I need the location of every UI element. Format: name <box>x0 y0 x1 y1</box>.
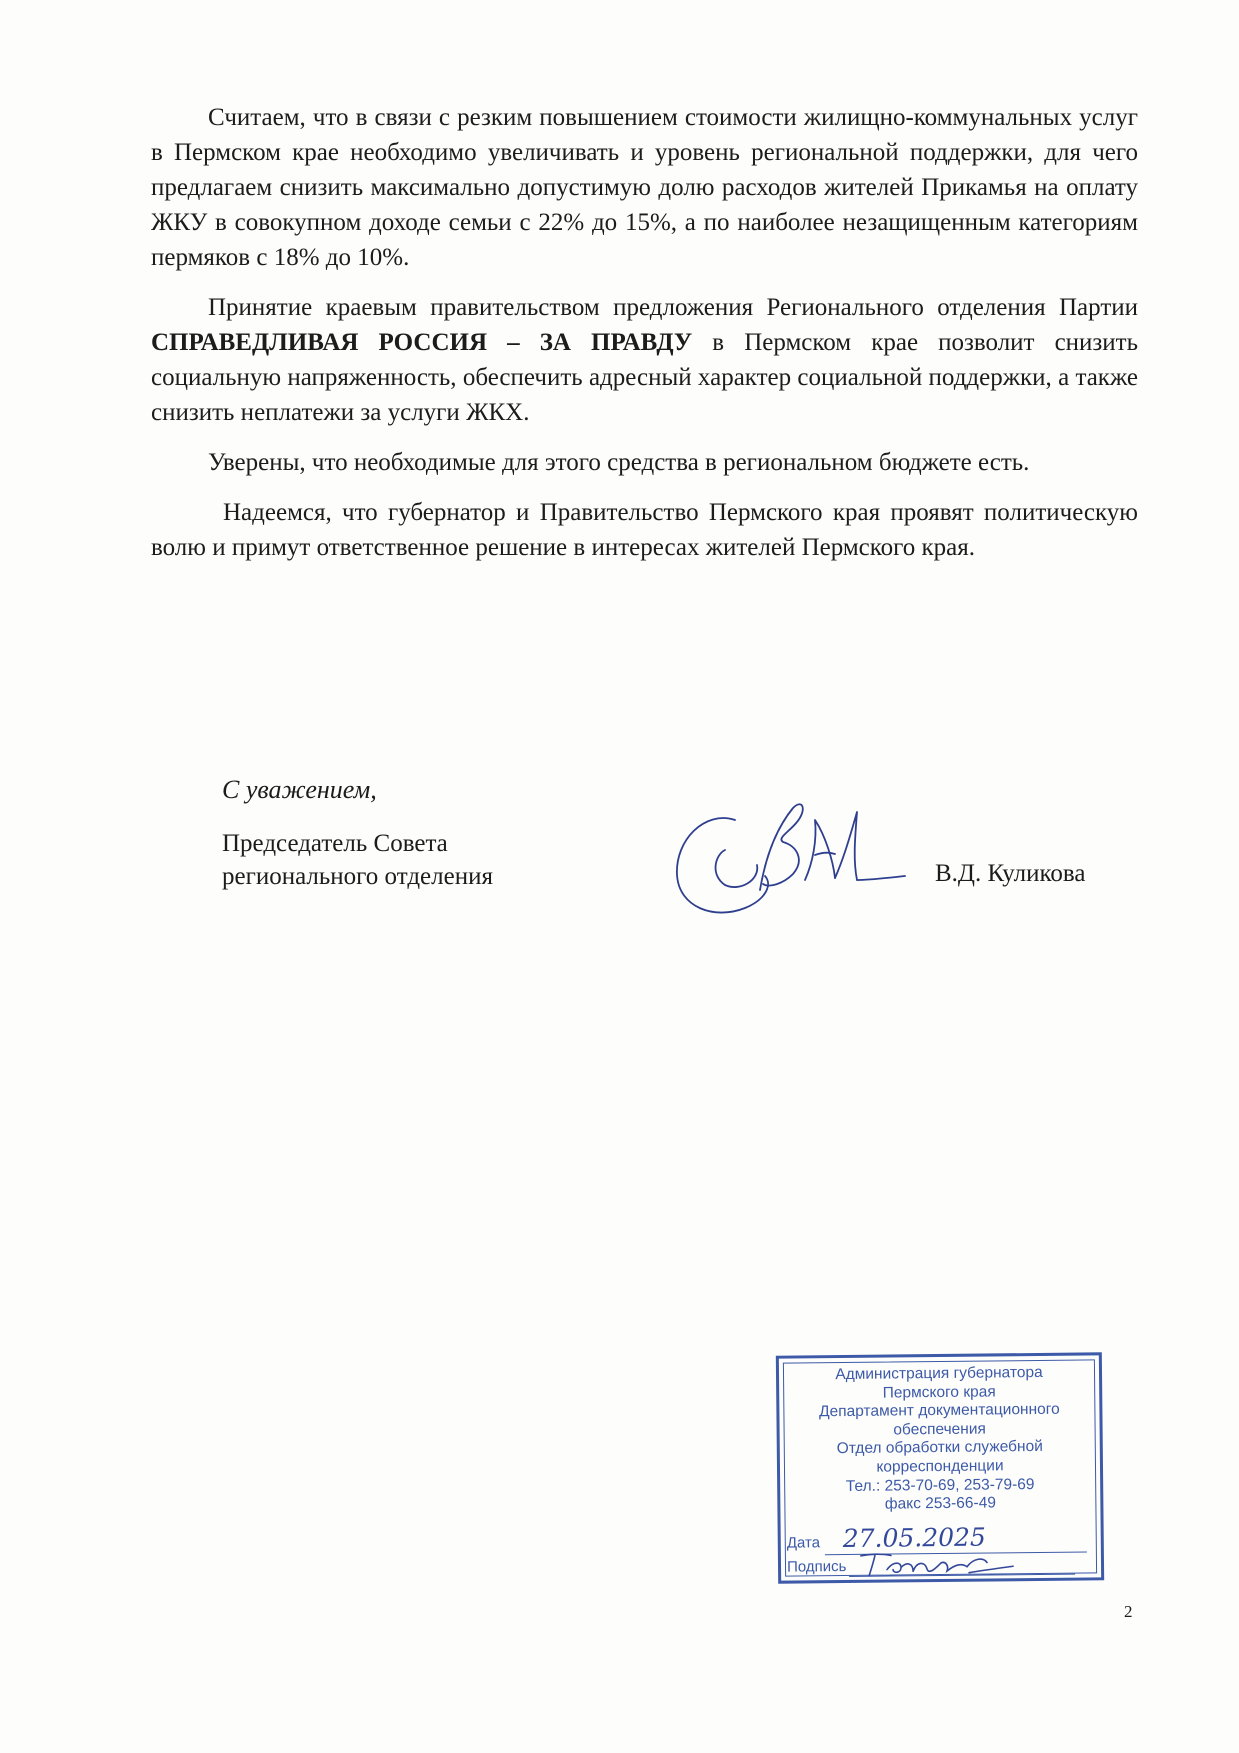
letter-body <box>151 100 1138 580</box>
stamp-text <box>785 1363 1095 1515</box>
stamp-line: Пермского края <box>882 1383 996 1402</box>
signer-position-line1: Председатель Совета <box>222 830 448 857</box>
stamp-line: корреспонденции <box>876 1457 1004 1476</box>
stamp-line: Администрация губернатора <box>835 1363 1043 1384</box>
stamp-handwritten-signature <box>857 1546 1017 1580</box>
paragraph-proposal-tail: в Пермском крае позволит снизить социальную напряженность, обеспечить адресный характер социальной поддержки, а также снизить неплатежи за услуги ЖКХ. <box>151 329 1139 426</box>
stamp-line: факс 253-66-49 <box>884 1494 996 1513</box>
paragraph-budget: Уверены, что необходимые для этого средства в региональном бюджете есть. <box>208 449 1030 476</box>
stamp-date-value: 27.05.2025 <box>842 1522 987 1554</box>
paragraph-proposal <box>151 290 1138 430</box>
signer-position <box>222 827 493 893</box>
signer-name: В.Д. Куликова <box>935 860 1086 887</box>
paragraph-housing-costs: Считаем, что в связи с резким повышением стоимости жилищно-коммунальных услуг в Пермском крае необходимо увеличивать и уровень региональной поддержки, для чего предлагаем снизить максимально допустимую долю расходов жителей Прикамья на оплату ЖКУ в совокупном доходе семьи с 22% до 15%, а по наиболее незащищенным категориям пермяков с 18% до 10%. <box>151 104 1138 271</box>
stamp-line: Отдел обработки служебной <box>836 1438 1043 1458</box>
stamp-signature-label: Подпись <box>786 1557 847 1576</box>
page-number: 2 <box>1124 1602 1133 1621</box>
registration-stamp <box>776 1352 1104 1583</box>
stamp-line: Тел.: 253-70-69, 253-79-69 <box>845 1475 1035 1495</box>
paragraph-hope: Надеемся, что губернатор и Правительство Пермского края проявят политическую волю и примут ответственное решение в интересах жителей Пермского края. <box>151 499 1138 561</box>
stamp-line: Департамент документационного <box>819 1400 1060 1421</box>
stamp-date-label: Дата <box>786 1534 821 1552</box>
stamp-line: обеспечения <box>893 1420 986 1439</box>
paragraph-proposal-lead: Принятие краевым правительством предложения Регионального отделения Партии <box>208 294 1138 321</box>
handwritten-signature <box>665 780 915 930</box>
signer-position-line2: регионального отделения <box>222 863 493 890</box>
party-name: СПРАВЕДЛИВАЯ РОССИЯ – ЗА ПРАВДУ <box>151 329 693 356</box>
closing-regards: С уважением, <box>222 775 377 804</box>
